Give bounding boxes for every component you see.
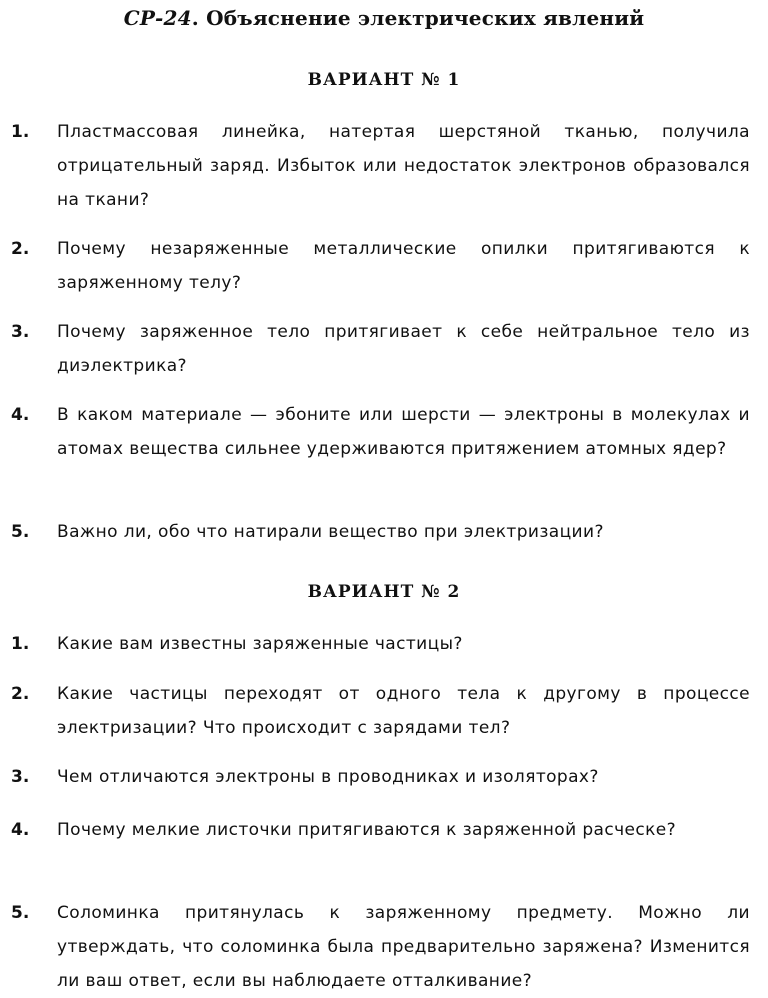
question-number: 3. (11, 322, 30, 342)
variant-2-heading: ВАРИАНТ № 2 (307, 582, 461, 602)
question-text: Почему заряженное тело притягивает к себе нейтральное тело из диэлектрика? (57, 322, 750, 376)
question-number: 5. (11, 522, 30, 542)
question-number: 3. (11, 767, 30, 787)
question-text: Какие частицы переходят от одного тела к другому в процессе электризации? Что происходит с зарядами тел? (57, 684, 750, 738)
question-number: 5. (11, 903, 30, 923)
question-number: 1. (11, 122, 30, 142)
question-text: Почему незаряженные металлические опилки притягиваются к заряженному телу? (57, 239, 750, 293)
page-title (0, 6, 768, 30)
variant-1-heading: ВАРИАНТ № 1 (307, 70, 461, 90)
question-number: 1. (11, 634, 30, 654)
worksheet-title: . Объяснение электрических явлений (191, 6, 645, 30)
question-number: 4. (11, 405, 30, 425)
question-text: Чем отличаются электроны в проводниках и изоляторах? (57, 767, 599, 787)
question-text: В каком материале — эбоните или шерсти — электроны в молекулах и атомах вещества сильнее удерживаются притяжением атомных ядер? (57, 405, 750, 459)
question-text: Важно ли, обо что натирали вещество при электризации? (57, 522, 604, 542)
question-number: 4. (11, 820, 30, 840)
question-text: Соломинка притянулась к заряженному предмету. Можно ли утверждать, что соломинка была предварительно заряжена? Изменится ли ваш ответ, если вы наблюдаете отталкивание? (57, 903, 750, 991)
question-text: Пластмассовая линейка, натертая шерстяной тканью, получила отрицательный заряд. Избыток или недостаток электронов образовался на ткани? (57, 122, 750, 210)
question-number: 2. (11, 684, 30, 704)
question-text: Почему мелкие листочки притягиваются к заряженной расческе? (57, 820, 677, 840)
question-text: Какие вам известны заряженные частицы? (57, 634, 463, 654)
worksheet-code: СР-24 (123, 6, 192, 30)
question-number: 2. (11, 239, 30, 259)
